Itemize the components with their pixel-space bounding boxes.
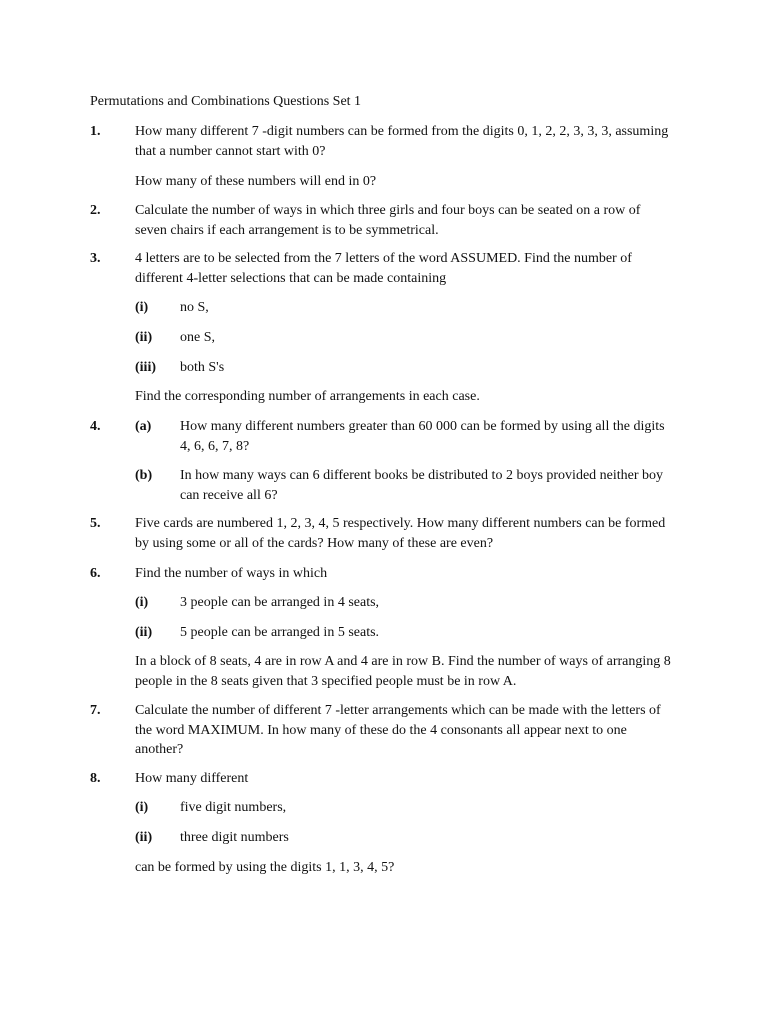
part-text: In how many ways can 6 different books be distributed to 2 boys provided neither boy can receive all 6?	[180, 468, 664, 503]
question-followup: Find the corresponding number of arrangements in each case.	[135, 389, 480, 404]
part-text: both S's	[180, 360, 225, 375]
part-label: (ii)	[135, 625, 153, 640]
question-number: 6.	[90, 566, 101, 581]
document-title: Permutations and Combinations Questions Set 1	[90, 94, 362, 109]
question-number: 7.	[90, 703, 101, 718]
part-label: (a)	[135, 419, 152, 434]
question-text: Calculate the number of ways in which three girls and four boys can be seated on a row of seven chairs if each arrangement is to be symmetrical.	[135, 203, 641, 238]
part-text: no S,	[180, 300, 209, 315]
question-followup: How many of these numbers will end in 0?	[135, 174, 377, 189]
question-number: 3.	[90, 251, 101, 266]
question-followup: In a block of 8 seats, 4 are in row A and 4 are in row B. Find the number of ways of arranging 8 people in the 8 seats given that 3 specified people must be in row A.	[135, 654, 671, 689]
question-text: How many different	[135, 771, 249, 786]
question-number: 4.	[90, 419, 101, 434]
question-text: 4 letters are to be selected from the 7 letters of the word ASSUMED. Find the number of different 4-letter selections that can be made containing	[135, 251, 632, 286]
question-number: 8.	[90, 771, 101, 786]
part-label: (i)	[135, 800, 149, 815]
question-number: 1.	[90, 124, 101, 139]
part-text: three digit numbers	[180, 830, 289, 845]
part-label: (i)	[135, 595, 149, 610]
question-followup: can be formed by using the digits 1, 1, 3, 4, 5?	[135, 860, 395, 875]
part-text: How many different numbers greater than 60 000 can be formed by using all the digits 4, 6, 6, 7, 8?	[180, 419, 665, 454]
part-text: 5 people can be arranged in 5 seats.	[180, 625, 380, 640]
part-text: five digit numbers,	[180, 800, 287, 815]
part-text: 3 people can be arranged in 4 seats,	[180, 595, 380, 610]
question-number: 2.	[90, 203, 101, 218]
question-text: Find the number of ways in which	[135, 566, 328, 581]
part-label: (b)	[135, 468, 153, 483]
part-text: one S,	[180, 330, 215, 345]
part-label: (ii)	[135, 830, 153, 845]
question-number: 5.	[90, 516, 101, 531]
question-text: How many different 7 -digit numbers can be formed from the digits 0, 1, 2, 2, 3, 3, 3, assuming that a number cannot start with 0?	[135, 124, 669, 159]
part-label: (iii)	[135, 360, 156, 375]
question-text: Calculate the number of different 7 -letter arrangements which can be made with the letters of the word MAXIMUM. In how many of these do the 4 consonants all appear next to one another?	[135, 703, 661, 757]
question-text: Five cards are numbered 1, 2, 3, 4, 5 respectively. How many different numbers can be formed by using some or all of the cards? How many of these are even?	[135, 516, 666, 551]
part-label: (ii)	[135, 330, 153, 345]
part-label: (i)	[135, 300, 149, 315]
